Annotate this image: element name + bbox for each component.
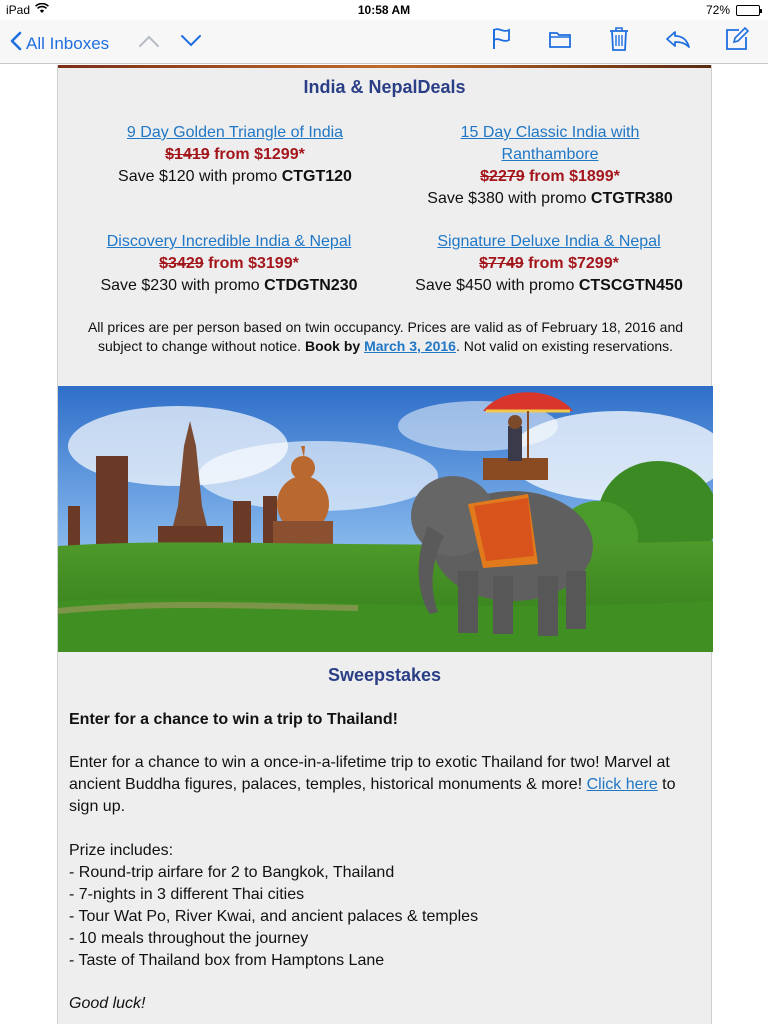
book-by-label: Book by: [304, 338, 365, 354]
battery-icon: [736, 5, 760, 16]
prize-list: [69, 840, 699, 972]
section-title-sweepstakes: Sweepstakes: [327, 665, 442, 685]
new-price: from $3199*: [203, 255, 299, 272]
thailand-hero-image[interactable]: [58, 386, 713, 652]
deal-link[interactable]: Signature Deluxe India & Nepal: [437, 233, 661, 250]
sweepstakes-body-end: to sign up.: [69, 776, 676, 815]
prize-list-title: Prize includes:: [69, 842, 174, 859]
trash-button[interactable]: [606, 28, 632, 54]
deal-card: [64, 231, 394, 297]
deal-card: [400, 122, 700, 210]
flag-icon: [490, 27, 512, 56]
chevron-up-icon: [138, 34, 160, 53]
disclaimer-text: All prices are per person based on twin occupancy. Prices are valid as of February 18, 2016 and subject to change without notice.: [87, 319, 684, 354]
reply-icon: [665, 29, 691, 54]
list-item: - Round-trip airfare for 2 to Bangkok, Thailand: [69, 864, 395, 881]
flag-button[interactable]: [488, 28, 514, 54]
promo-code: CTDGTN230: [264, 277, 358, 294]
header-image-strip: [58, 65, 711, 68]
disclaimer-text-end: . Not valid on existing reservations.: [455, 338, 674, 354]
chevron-down-icon: [180, 34, 202, 53]
section-title-deals: India & NepalDeals: [303, 77, 466, 97]
list-item: - 10 meals throughout the journey: [69, 930, 309, 947]
deal-price: [159, 255, 299, 272]
old-price: $7749: [479, 255, 524, 272]
move-to-folder-button[interactable]: [547, 28, 573, 54]
old-price: $3429: [159, 255, 204, 272]
email-body: [57, 65, 712, 1024]
compose-icon: [725, 27, 749, 56]
back-button[interactable]: [10, 31, 109, 56]
new-price: from $7299*: [523, 255, 619, 272]
battery-percent: 72%: [705, 3, 730, 17]
deal-price: [480, 168, 620, 185]
list-item: - Tour Wat Po, River Kwai, and ancient palaces & temples: [69, 908, 479, 925]
promo-code: CTGTR380: [590, 190, 673, 207]
price-disclaimer: [72, 318, 699, 356]
closing-line: Good luck!: [69, 995, 146, 1012]
new-price: from $1299*: [209, 146, 305, 163]
deal-link[interactable]: Discovery Incredible India & Nepal: [106, 233, 352, 250]
old-price: $2279: [480, 168, 525, 185]
list-item: - Taste of Thailand box from Hamptons Lane: [69, 952, 385, 969]
sign-up-link[interactable]: Click here: [586, 776, 658, 793]
clock: 10:58 AM: [357, 3, 411, 17]
chevron-left-icon: [10, 31, 22, 56]
deal-promo: [100, 277, 357, 294]
device-label: iPad: [6, 3, 31, 17]
deal-promo: [415, 277, 683, 294]
previous-message-button[interactable]: [136, 30, 162, 56]
next-message-button[interactable]: [178, 30, 204, 56]
promo-text: Save $120 with promo: [118, 168, 282, 185]
reply-button[interactable]: [665, 28, 691, 54]
promo-code: CTSCGTN450: [578, 277, 683, 294]
deal-price: [479, 255, 619, 272]
folder-icon: [548, 29, 572, 54]
deal-link[interactable]: 15 Day Classic India with Ranthambore: [460, 124, 640, 163]
promo-text: Save $380 with promo: [427, 190, 591, 207]
book-by-date-link[interactable]: March 3, 2016: [364, 338, 456, 354]
list-item: - 7-nights in 3 different Thai cities: [69, 886, 305, 903]
compose-button[interactable]: [724, 28, 750, 54]
deal-price: [165, 146, 305, 163]
promo-text: Save $450 with promo: [415, 277, 579, 294]
sweepstakes-body-text: Enter for a chance to win a once-in-a-lifetime trip to exotic Thailand for two! Marvel at ancient Buddha figures, palaces, temples, historical monuments & more!: [69, 754, 670, 793]
mail-toolbar: [0, 20, 768, 64]
deal-card: [388, 231, 710, 297]
deal-promo: [427, 190, 672, 207]
new-price: from $1899*: [524, 168, 620, 185]
status-bar: [0, 0, 768, 20]
promo-text: Save $230 with promo: [100, 277, 265, 294]
sweepstakes-body: [69, 752, 699, 818]
trash-icon: [608, 26, 630, 57]
deal-link[interactable]: 9 Day Golden Triangle of India: [126, 124, 344, 141]
sweepstakes-headline: Enter for a chance to win a trip to Thailand!: [69, 711, 398, 728]
promo-code: CTGT120: [281, 168, 352, 185]
old-price: $1419: [165, 146, 210, 163]
deal-promo: [118, 168, 352, 185]
back-label: All Inboxes: [26, 33, 110, 53]
deal-card: [85, 122, 385, 188]
